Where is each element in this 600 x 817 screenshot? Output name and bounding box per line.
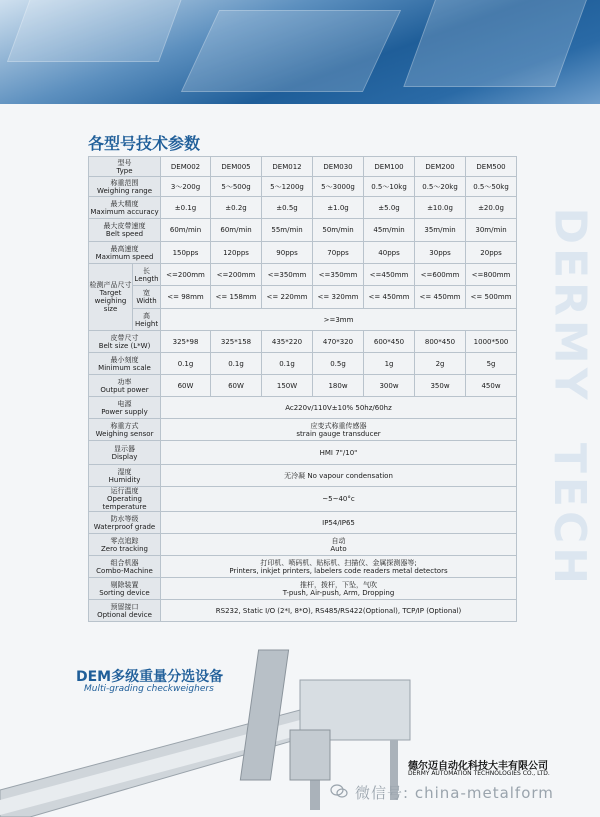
table-row xyxy=(89,419,517,441)
row-label: 最高速度 Maximum speed xyxy=(89,242,161,264)
table-cell: 120pps xyxy=(211,242,262,264)
table-cell: 55m/min xyxy=(262,219,313,242)
company-name-en: DERMY AUTOMATION TECHNOLOGIES CO., LTD. xyxy=(408,770,550,777)
table-cell: 40pps xyxy=(364,242,415,264)
table-cell: 325*98 xyxy=(161,331,211,353)
table-cell: <= 220mm xyxy=(262,286,313,309)
table-row xyxy=(89,534,517,556)
company-name-cn: 德尔迈自动化科技大丰有限公司 xyxy=(408,761,548,772)
model-cell: DEM002 xyxy=(161,157,211,177)
model-cell: DEM030 xyxy=(313,157,364,177)
table-cell: <= 158mm xyxy=(211,286,262,309)
table-row xyxy=(89,197,517,219)
row-sublabel: 宽 Width xyxy=(133,286,161,309)
spec-table xyxy=(88,156,517,622)
row-label: 零点追踪 Zero tracking xyxy=(89,534,161,556)
table-cell: <=450mm xyxy=(364,264,415,286)
row-label: 最小刻度 Minimum scale xyxy=(89,353,161,375)
model-cell: DEM200 xyxy=(415,157,466,177)
table-cell: 150W xyxy=(262,375,313,397)
row-label: 剔除装置 Sorting device xyxy=(89,578,161,600)
model-cell: DEM500 xyxy=(466,157,517,177)
table-cell: <=350mm xyxy=(262,264,313,286)
product-title: DEM多级重量分选设备 xyxy=(76,669,224,685)
row-label: 皮带尺寸 Belt size (L*W) xyxy=(89,331,161,353)
table-cell: <= 98mm xyxy=(161,286,211,309)
table-cell: 应变式称重传感器 strain gauge transducer xyxy=(161,419,517,441)
table-cell: 1000*500 xyxy=(466,331,517,353)
table-cell: 0.1g xyxy=(211,353,262,375)
table-cell: <= 320mm xyxy=(313,286,364,309)
table-cell: <= 450mm xyxy=(415,286,466,309)
row-label: 电源 Power supply xyxy=(89,397,161,419)
table-cell: 470*320 xyxy=(313,331,364,353)
wechat-icon xyxy=(330,784,348,798)
table-cell: ±0.2g xyxy=(211,197,262,219)
table-cell: ±5.0g xyxy=(364,197,415,219)
table-row xyxy=(89,600,517,622)
table-cell: 0.5～20kg xyxy=(415,177,466,197)
table-cell: HMI 7"/10" xyxy=(161,441,517,465)
table-cell: 1g xyxy=(364,353,415,375)
table-row xyxy=(89,286,517,309)
row-label: 预留接口 Optional device xyxy=(89,600,161,622)
table-cell: 打印机、喷码机、贴标机、扫描仪、金属探测器等; Printers, inkjet printers, labelers code readers metal detectors xyxy=(161,556,517,578)
row-label: 称重范围 Weighing range xyxy=(89,177,161,197)
table-row xyxy=(89,578,517,600)
table-cell: 60m/min xyxy=(161,219,211,242)
table-row xyxy=(89,556,517,578)
table-cell: ±20.0g xyxy=(466,197,517,219)
table-cell: 450w xyxy=(466,375,517,397)
row-label: 防水等级 Waterproof grade xyxy=(89,512,161,534)
dermy-tech-watermark: DERMY TECH xyxy=(544,206,596,588)
model-cell: DEM012 xyxy=(262,157,313,177)
table-cell: ±10.0g xyxy=(415,197,466,219)
table-cell: Ac220v/110V±10% 50hz/60hz xyxy=(161,397,517,419)
table-cell: 45m/min xyxy=(364,219,415,242)
table-cell: 5g xyxy=(466,353,517,375)
table-cell: <=200mm xyxy=(161,264,211,286)
banner-pane xyxy=(403,0,588,87)
table-cell: 30m/min xyxy=(466,219,517,242)
banner-pane xyxy=(7,0,185,62)
table-cell: 70pps xyxy=(313,242,364,264)
table-cell: 0.5～50kg xyxy=(466,177,517,197)
table-cell: 180w xyxy=(313,375,364,397)
table-row xyxy=(89,242,517,264)
table-row xyxy=(89,465,517,487)
table-cell: <= 500mm xyxy=(466,286,517,309)
row-label: 组合机器 Combo-Machine xyxy=(89,556,161,578)
table-cell: ~5~40°c xyxy=(161,487,517,512)
table-row xyxy=(89,157,517,177)
table-cell: 5～3000g xyxy=(313,177,364,197)
banner-pane xyxy=(181,10,401,92)
table-cell: 0.5～10kg xyxy=(364,177,415,197)
table-row xyxy=(89,353,517,375)
table-row xyxy=(89,264,517,286)
table-cell: 35m/min xyxy=(415,219,466,242)
table-cell: 0.1g xyxy=(262,353,313,375)
row-sublabel: 长 Length xyxy=(133,264,161,286)
table-cell: 90pps xyxy=(262,242,313,264)
table-cell: 自动 Auto xyxy=(161,534,517,556)
row-label: 功率 Output power xyxy=(89,375,161,397)
row-label: 称重方式 Weighing sensor xyxy=(89,419,161,441)
table-cell: <= 450mm xyxy=(364,286,415,309)
row-label: 运行温度 Operating temperature xyxy=(89,487,161,512)
table-cell: 0.1g xyxy=(161,353,211,375)
table-cell: 60m/min xyxy=(211,219,262,242)
table-cell: 60W xyxy=(211,375,262,397)
table-cell: 435*220 xyxy=(262,331,313,353)
row-label: 型号 Type xyxy=(89,157,161,177)
table-row xyxy=(89,331,517,353)
table-row xyxy=(89,177,517,197)
table-row xyxy=(89,375,517,397)
table-row xyxy=(89,309,517,331)
table-cell: 30pps xyxy=(415,242,466,264)
table-cell: 5～1200g xyxy=(262,177,313,197)
row-label: 显示器 Display xyxy=(89,441,161,465)
table-row xyxy=(89,512,517,534)
row-label: 湿度 Humidity xyxy=(89,465,161,487)
table-cell: 800*450 xyxy=(415,331,466,353)
model-cell: DEM005 xyxy=(211,157,262,177)
table-cell: >=3mm xyxy=(161,309,517,331)
table-row xyxy=(89,219,517,242)
table-row xyxy=(89,397,517,419)
table-cell: ±0.1g xyxy=(161,197,211,219)
header-banner xyxy=(0,0,600,104)
table-cell: <=350mm xyxy=(313,264,364,286)
table-cell: IP54/IP65 xyxy=(161,512,517,534)
table-cell: ±0.5g xyxy=(262,197,313,219)
model-cell: DEM100 xyxy=(364,157,415,177)
table-cell: 350w xyxy=(415,375,466,397)
row-label: 检测产品尺寸 Target weighing size xyxy=(89,264,133,331)
table-cell: 3～200g xyxy=(161,177,211,197)
table-cell: <=800mm xyxy=(466,264,517,286)
table-row xyxy=(89,441,517,465)
table-cell: 50m/min xyxy=(313,219,364,242)
row-sublabel: 高 Height xyxy=(133,309,161,331)
table-cell: 推杆，拨杆，下坠，气吹 T-push, Air-push, Arm, Dropping xyxy=(161,578,517,600)
wechat-watermark: 微信号: china-metalform xyxy=(355,784,554,802)
table-cell: 600*450 xyxy=(364,331,415,353)
table-cell: 2g xyxy=(415,353,466,375)
table-cell: 325*158 xyxy=(211,331,262,353)
table-cell: 20pps xyxy=(466,242,517,264)
table-cell: RS232, Static I/O (2*I, 8*O), RS485/RS422(Optional), TCP/IP (Optional) xyxy=(161,600,517,622)
table-cell: <=600mm xyxy=(415,264,466,286)
page-title: 各型号技术参数 xyxy=(88,134,201,153)
row-label: 最大精度 Maximum accuracy xyxy=(89,197,161,219)
table-cell: 60W xyxy=(161,375,211,397)
table-row xyxy=(89,487,517,512)
table-cell: 150pps xyxy=(161,242,211,264)
row-label: 最大皮带速度 Belt speed xyxy=(89,219,161,242)
table-cell: 无冷凝 No vapour condensation xyxy=(161,465,517,487)
table-cell: <=200mm xyxy=(211,264,262,286)
table-cell: 300w xyxy=(364,375,415,397)
table-cell: 0.5g xyxy=(313,353,364,375)
table-cell: 5～500g xyxy=(211,177,262,197)
product-subtitle: Multi-grading checkweighers xyxy=(84,684,214,694)
table-cell: ±1.0g xyxy=(313,197,364,219)
